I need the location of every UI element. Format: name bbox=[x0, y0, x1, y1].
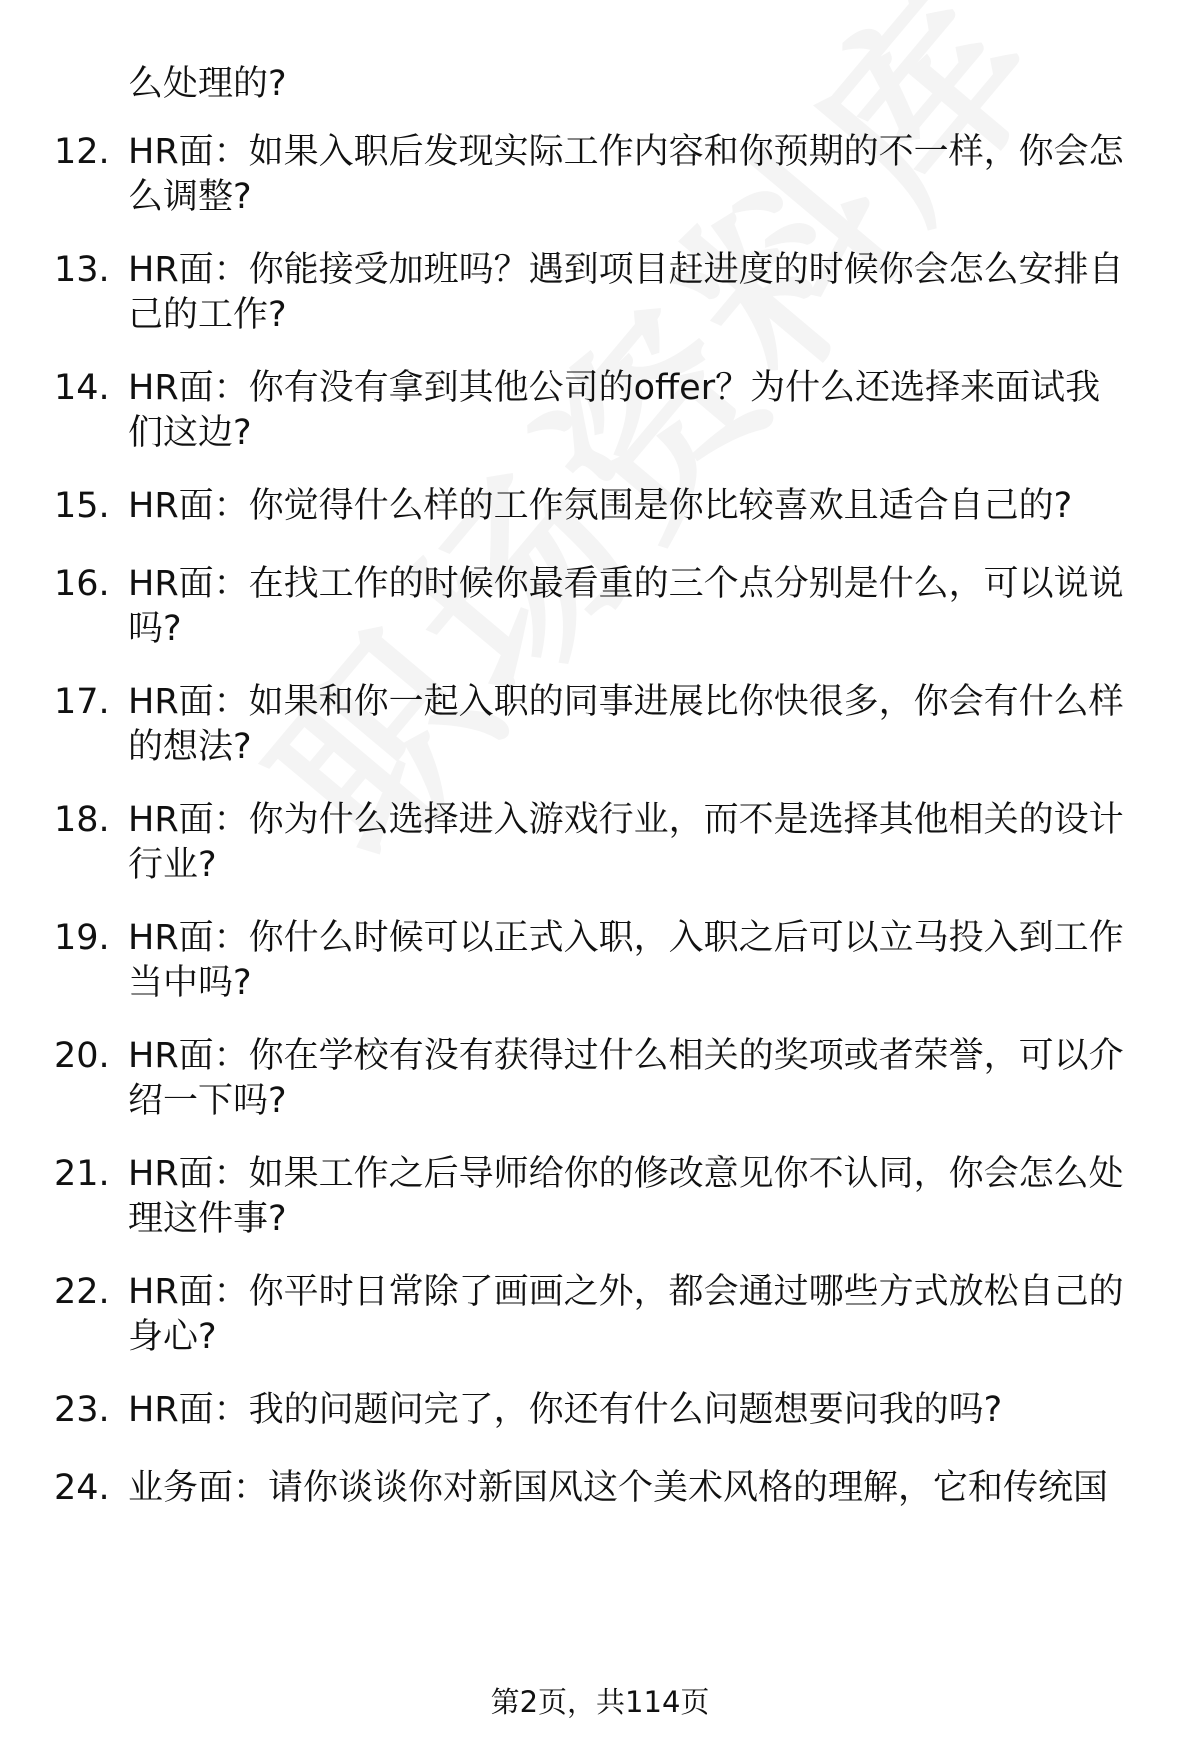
question-text-line: HR面：如果入职后发现实际工作内容和你预期的不一样，你会怎 bbox=[128, 132, 1124, 172]
question-number: 12. bbox=[54, 132, 110, 172]
question-text-line: 行业? bbox=[128, 845, 217, 885]
question-number: 15. bbox=[54, 486, 110, 526]
question-number: 20. bbox=[54, 1036, 110, 1076]
question-text-line: 吗? bbox=[128, 609, 182, 649]
question-text-line: 么调整? bbox=[128, 177, 252, 217]
question-number: 13. bbox=[54, 250, 110, 290]
question-text-line: HR面：我的问题问完了，你还有什么问题想要问我的吗? bbox=[128, 1390, 1003, 1430]
question-text-line: HR面：你为什么选择进入游戏行业，而不是选择其他相关的设计 bbox=[128, 800, 1124, 840]
question-text-line: HR面：你什么时候可以正式入职，入职之后可以立马投入到工作 bbox=[128, 918, 1124, 958]
question-number: 23. bbox=[54, 1390, 110, 1430]
page-footer: 第2页，共114页 bbox=[490, 1685, 710, 1719]
question-text-line: 当中吗? bbox=[128, 963, 252, 1003]
question-text-line: HR面：如果工作之后导师给你的修改意见你不认同，你会怎么处 bbox=[128, 1154, 1124, 1194]
question-number: 16. bbox=[54, 564, 110, 604]
question-text-line: HR面：你有没有拿到其他公司的offer？为什么还选择来面试我 bbox=[128, 368, 1101, 408]
question-text-line: 身心? bbox=[128, 1317, 217, 1357]
question-number: 21. bbox=[54, 1154, 110, 1194]
question-text-line: HR面：你平时日常除了画画之外，都会通过哪些方式放松自己的 bbox=[128, 1272, 1124, 1312]
continuation-line: 么处理的? bbox=[128, 64, 287, 104]
question-number: 19. bbox=[54, 918, 110, 958]
question-text-line: 们这边? bbox=[128, 413, 252, 453]
question-text-line: 业务面：请你谈谈你对新国风这个美术风格的理解，它和传统国 bbox=[128, 1468, 1109, 1508]
question-text-line: 理这件事? bbox=[128, 1199, 287, 1239]
question-text-line: HR面：你觉得什么样的工作氛围是你比较喜欢且适合自己的? bbox=[128, 486, 1073, 526]
question-text-line: 绍一下吗? bbox=[128, 1081, 287, 1121]
question-number: 18. bbox=[54, 800, 110, 840]
question-number: 17. bbox=[54, 682, 110, 722]
question-text-line: HR面：你在学校有没有获得过什么相关的奖项或者荣誉，可以介 bbox=[128, 1036, 1124, 1076]
question-number: 24. bbox=[54, 1468, 110, 1508]
question-text-line: HR面：在找工作的时候你最看重的三个点分别是什么，可以说说 bbox=[128, 564, 1124, 604]
question-text-line: HR面：如果和你一起入职的同事进展比你快很多，你会有什么样 bbox=[128, 682, 1124, 722]
question-number: 22. bbox=[54, 1272, 110, 1312]
question-text-line: 己的工作? bbox=[128, 295, 287, 335]
question-text-line: HR面：你能接受加班吗？遇到项目赶进度的时候你会怎么安排自 bbox=[128, 250, 1124, 290]
question-number: 14. bbox=[54, 368, 110, 408]
question-text-line: 的想法? bbox=[128, 727, 252, 767]
